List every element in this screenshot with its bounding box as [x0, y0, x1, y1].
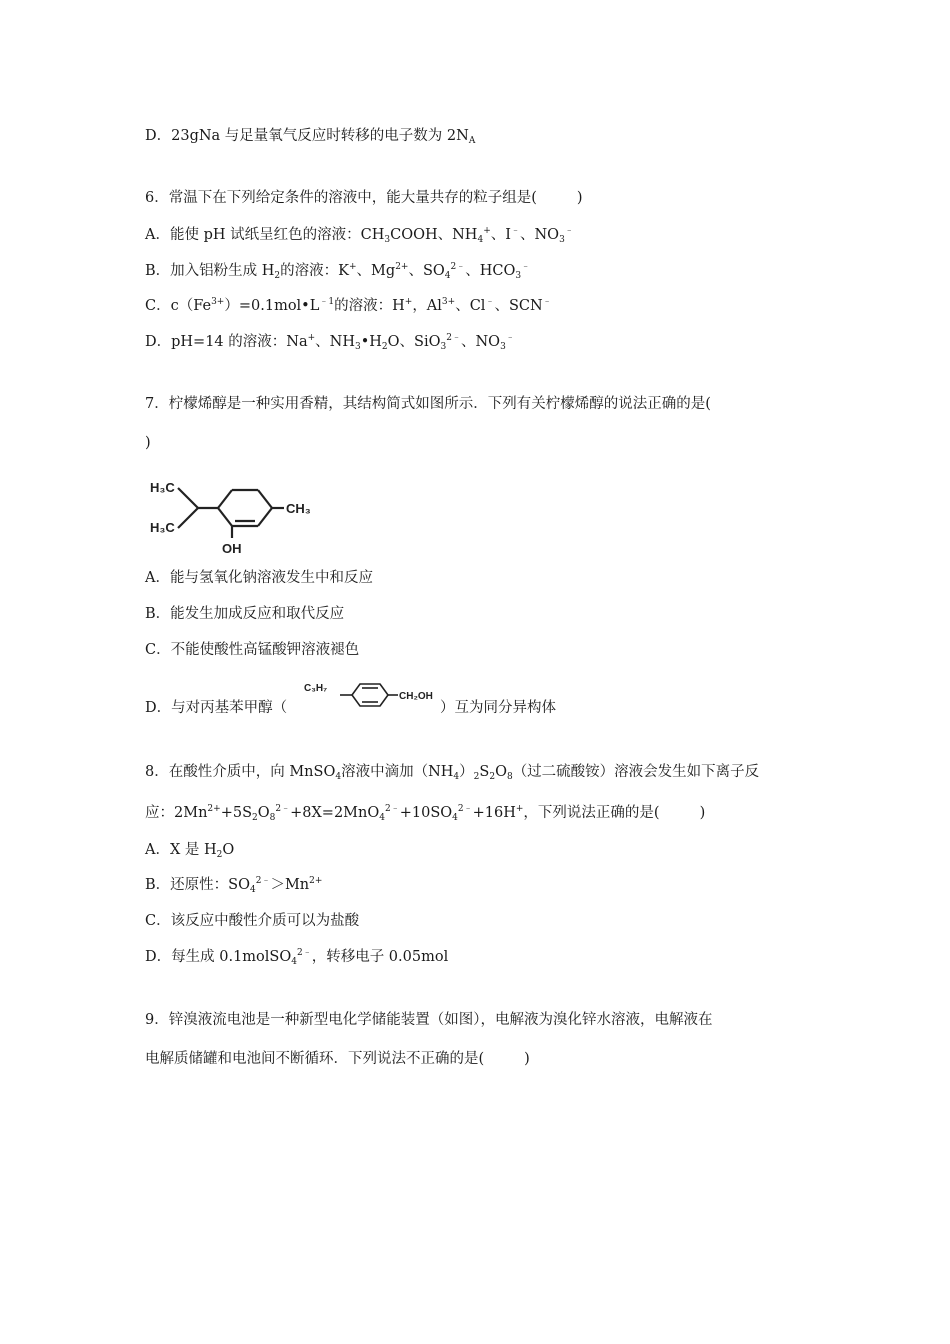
q8-option-c: C．该反应中酸性介质可以为盐酸	[145, 913, 360, 929]
ch2oh-label: CH₂OH	[399, 691, 433, 702]
q9-stem-line2: 电解质储罐和电池间不断循环．下列说法不正确的是( )	[145, 1051, 530, 1067]
q6-option-b: B．加入铝粉生成 $H_2$的溶液：K+、$Mg^{2+}$、$SO_4^{2﹣}$、$HCO_3^﹣$	[145, 262, 531, 281]
q7-option-d: D．与对丙基苯甲醇（	[145, 700, 288, 716]
q6-option-a: A．能使 pH 试纸呈红色的溶液：$CH_3COOH$、$NH_4^+$、I﹣、$NO_3^﹣$	[145, 226, 574, 245]
ch3-label: CH₃	[286, 501, 311, 516]
q6-option-d: D．pH=14 的溶液：Na+、$NH_3•H_2O$、SiO$_3^{2﹣}$、$NO_3^﹣$	[145, 333, 515, 352]
oh-label: OH	[222, 541, 242, 556]
q8-option-a: A．X 是 $H_2O$	[145, 842, 235, 860]
q7-stem-close: )	[145, 435, 151, 451]
q9-stem-line1: 9．锌溴液流电池是一种新型电化学储能装置（如图），电解液为溴化锌水溶液，电解液在	[145, 1012, 713, 1028]
q5-option-d: D．23gNa 与足量氧气反应时转移的电子数为 $2N_A$	[145, 128, 476, 146]
q8-stem-line1: 8．在酸性介质中，向 MnSO$_4$溶液中滴加$(NH_4)_2S_2O_8$（过二硫酸铵）溶液会发生如下离子反	[145, 764, 760, 782]
q8-option-b: B．还原性：$SO_4^{2﹣}>Mn^{2+}$	[145, 876, 323, 895]
h3c-bottom-label: H₃C	[150, 520, 175, 535]
q7-stem: 7．柠檬烯醇是一种实用香精，其结构简式如图所示．下列有关柠檬烯醇的说法正确的是(	[145, 396, 711, 412]
q8-option-d: D．每生成 0.1molSO$_4^{2﹣}$，转移电子 0.05mol	[145, 948, 449, 967]
q8-stem-line2: 应：$2Mn^{2+}+5S_2O_8^{2﹣}+8X=2MnO_4^{2﹣}+10SO_4^{2﹣}+16H^+$，下列说法正确的是( )	[145, 804, 706, 823]
q7-option-c: C．不能使酸性高锰酸钾溶液褪色	[145, 642, 360, 658]
propylbenzyl-alcohol-structure	[300, 675, 450, 715]
q7-option-b: B．能发生加成反应和取代反应	[145, 606, 345, 622]
q6-stem: 6．常温下在下列给定条件的溶液中，能大量共存的粒子组是( )	[145, 190, 583, 206]
q7-option-a: A．能与氢氧化钠溶液发生中和反应	[145, 570, 373, 586]
h3c-top-label: H₃C	[150, 480, 175, 495]
q6-option-c: C．$c(Fe^{3+})=0.1mol•L^{﹣1}$的溶液：H+，$Al^{3+}$、Cl﹣、SCN﹣	[145, 297, 552, 314]
c3h7-label: C₃H₇	[304, 683, 328, 694]
q7-option-d-tail: ）互为同分异构体	[440, 700, 556, 716]
terpinenol-structure-diagram	[148, 470, 318, 560]
